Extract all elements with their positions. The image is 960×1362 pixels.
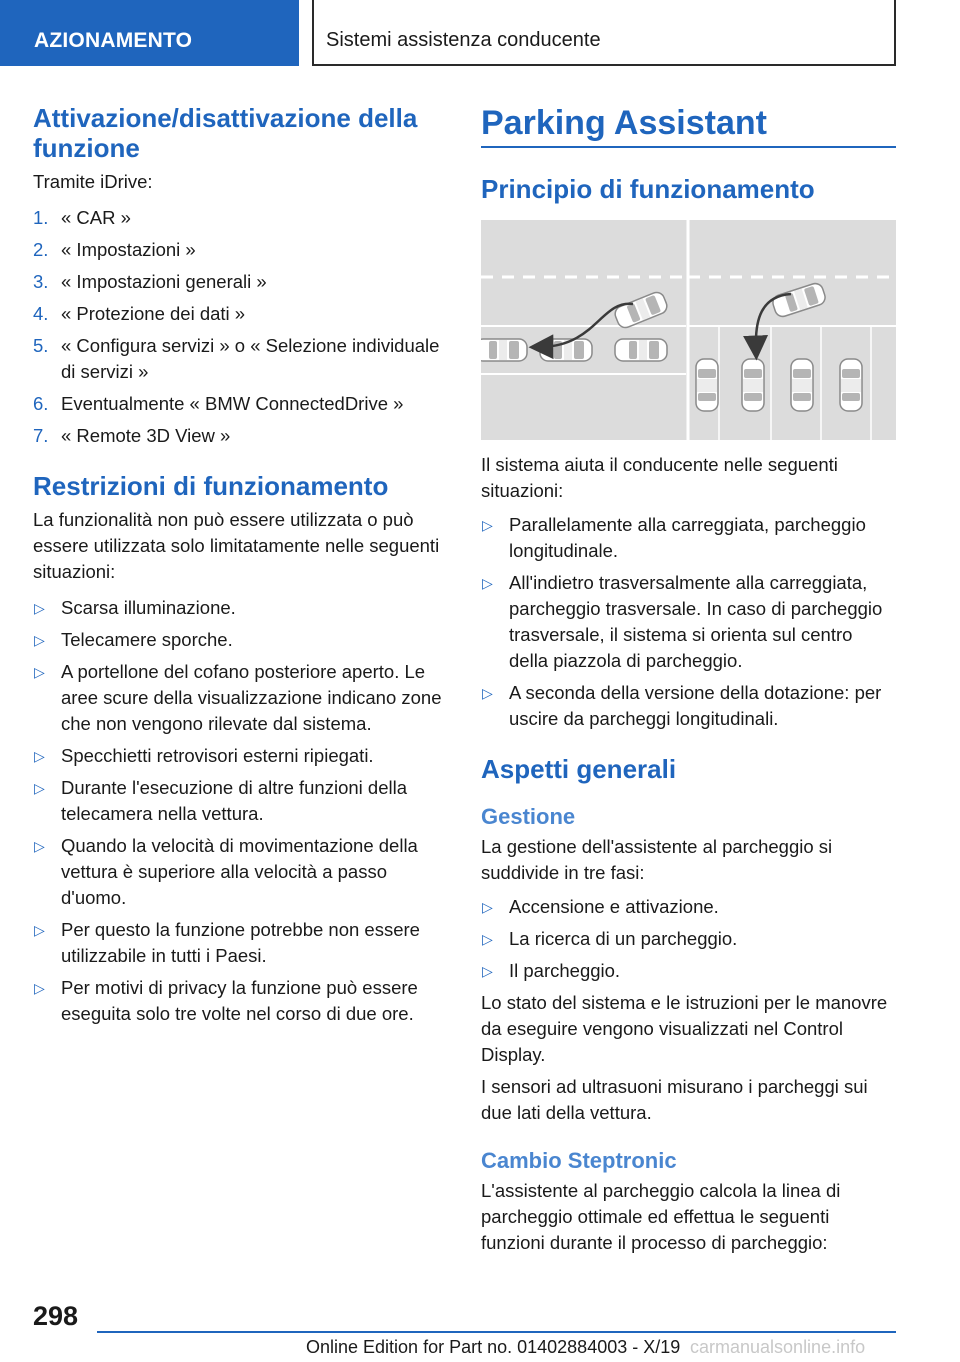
restrictions-intro: La funzionalità non può essere utilizzata o può essere utilizzata solo limitatamente nelle seguenti situazioni: [33, 509, 440, 582]
bullet-text: La ricerca di un parcheggio. [509, 928, 738, 949]
management-list [481, 894, 896, 984]
step-number: 3. [33, 271, 49, 292]
activation-steps [33, 205, 448, 449]
principle-list [481, 512, 896, 732]
list-item [33, 423, 448, 449]
bullet-text: Specchietti retrovisori esterni ripiegati. [61, 745, 374, 766]
list-item [33, 333, 448, 385]
triangle-bullet-icon: ▷ [34, 980, 45, 996]
bullet-text: Quando la velocità di movimentazione della vettura è superiore alla velocità a passo d'uomo. [61, 835, 418, 908]
bullet-text: Per questo la funzione potrebbe non essere utilizzabile in tutti i Paesi. [61, 919, 420, 966]
bullet-text: Parallelamente alla carreggiata, parcheggio longitudinale. [509, 514, 866, 561]
step-number: 1. [33, 207, 49, 228]
list-item [33, 917, 448, 969]
bullet-text: A portellone del cofano posteriore aperto. Le aree scure della visualizzazione indicano zone che non vengono rilevate dal sistema. [61, 661, 442, 734]
steptronic-heading: Cambio Steptronic [481, 1148, 677, 1173]
principle-intro: Il sistema aiuta il conducente nelle seguenti situazioni: [481, 454, 838, 501]
triangle-bullet-icon: ▷ [482, 517, 493, 533]
triangle-bullet-icon: ▷ [34, 632, 45, 648]
general-heading: Aspetti generali [481, 754, 677, 784]
chapter-tab [0, 0, 299, 66]
triangle-bullet-icon: ▷ [482, 931, 493, 947]
list-item [481, 894, 896, 920]
activation-intro: Tramite iDrive: [33, 171, 153, 192]
triangle-bullet-icon: ▷ [482, 963, 493, 979]
step-number: 7. [33, 425, 49, 446]
list-item [481, 926, 896, 952]
list-item [33, 659, 448, 737]
triangle-bullet-icon: ▷ [482, 899, 493, 915]
step-text: « Configura servizi » o « Selezione individuale di servizi » [61, 335, 440, 382]
list-item [33, 743, 448, 769]
restrictions-list [33, 595, 448, 1027]
list-item [33, 627, 448, 653]
triangle-bullet-icon: ▷ [34, 664, 45, 680]
parking-illustration [481, 220, 896, 440]
bullet-text: Scarsa illuminazione. [61, 597, 236, 618]
footer-edition: Online Edition for Part no. 01402884003 - X/19 [306, 1337, 681, 1357]
left-column [33, 103, 448, 1033]
triangle-bullet-icon: ▷ [482, 685, 493, 701]
parking-diagram [481, 220, 896, 440]
footer-rule [97, 1331, 896, 1333]
list-item [33, 775, 448, 827]
management-para-2: I sensori ad ultrasuoni misurano i parcheggi sui due lati della vettura. [481, 1076, 868, 1123]
list-item [33, 237, 448, 263]
bullet-text: Durante l'esecuzione di altre funzioni della telecamera nella vettura. [61, 777, 407, 824]
list-item [33, 595, 448, 621]
bullet-text: Per motivi di privacy la funzione può essere eseguita solo tre volte nel corso di due ore. [61, 977, 418, 1024]
step-text: Eventualmente « BMW ConnectedDrive » [61, 393, 404, 414]
triangle-bullet-icon: ▷ [34, 600, 45, 616]
step-text: « Impostazioni » [61, 239, 196, 260]
bullet-text: Il parcheggio. [509, 960, 621, 981]
restrictions-heading: Restrizioni di funzionamento [33, 471, 389, 501]
step-text: « Remote 3D View » [61, 425, 231, 446]
list-item [481, 680, 896, 732]
list-item [33, 391, 448, 417]
right-column [481, 103, 896, 1256]
watermark: carmanualsonline.info [690, 1337, 866, 1357]
step-text: « Protezione dei dati » [61, 303, 246, 324]
step-number: 5. [33, 335, 49, 356]
step-text: « CAR » [61, 207, 131, 228]
section-tab [312, 0, 896, 66]
bullet-text: A seconda della versione della dotazione: per uscire da parcheggi longitudinali. [509, 682, 882, 729]
steptronic-intro: L'assistente al parcheggio calcola la linea di parcheggio ottimale ed effettua le seguenti funzioni durante il processo di parcheggio: [481, 1180, 841, 1253]
list-item [33, 269, 448, 295]
list-item [33, 205, 448, 231]
list-item [481, 958, 896, 984]
bullet-text: Accensione e attivazione. [509, 896, 719, 917]
chapter-title: AZIONAMENTO [34, 29, 193, 52]
step-number: 4. [33, 303, 49, 324]
page-number: 298 [33, 1301, 79, 1331]
list-item [33, 975, 448, 1027]
triangle-bullet-icon: ▷ [34, 748, 45, 764]
management-heading: Gestione [481, 804, 576, 829]
bullet-text: All'indietro trasversalmente alla carreggiata, parcheggio trasversale. In caso di parcheggio trasversale, il sistema si orienta sul centro della piazzola di parcheggio. [509, 572, 883, 671]
bullet-text: Telecamere sporche. [61, 629, 233, 650]
step-text: « Impostazioni generali » [61, 271, 267, 292]
list-item [33, 833, 448, 911]
triangle-bullet-icon: ▷ [34, 922, 45, 938]
step-number: 6. [33, 393, 49, 414]
activation-heading: Attivazione/disattivazione della funzione [33, 103, 418, 163]
principle-heading: Principio di funzionamento [481, 174, 815, 204]
triangle-bullet-icon: ▷ [34, 780, 45, 796]
heading-rule [481, 146, 896, 148]
list-item [33, 301, 448, 327]
triangle-bullet-icon: ▷ [482, 575, 493, 591]
management-para-1: Lo stato del sistema e le istruzioni per le manovre da eseguire vengono visualizzati nel Control Display. [481, 992, 888, 1065]
triangle-bullet-icon: ▷ [34, 838, 45, 854]
list-item [481, 512, 896, 564]
management-intro: La gestione dell'assistente al parcheggio si suddivide in tre fasi: [481, 836, 833, 883]
step-number: 2. [33, 239, 49, 260]
section-title: Sistemi assistenza conducente [326, 29, 601, 51]
parking-assistant-heading: Parking Assistant [481, 104, 767, 142]
list-item [481, 570, 896, 674]
